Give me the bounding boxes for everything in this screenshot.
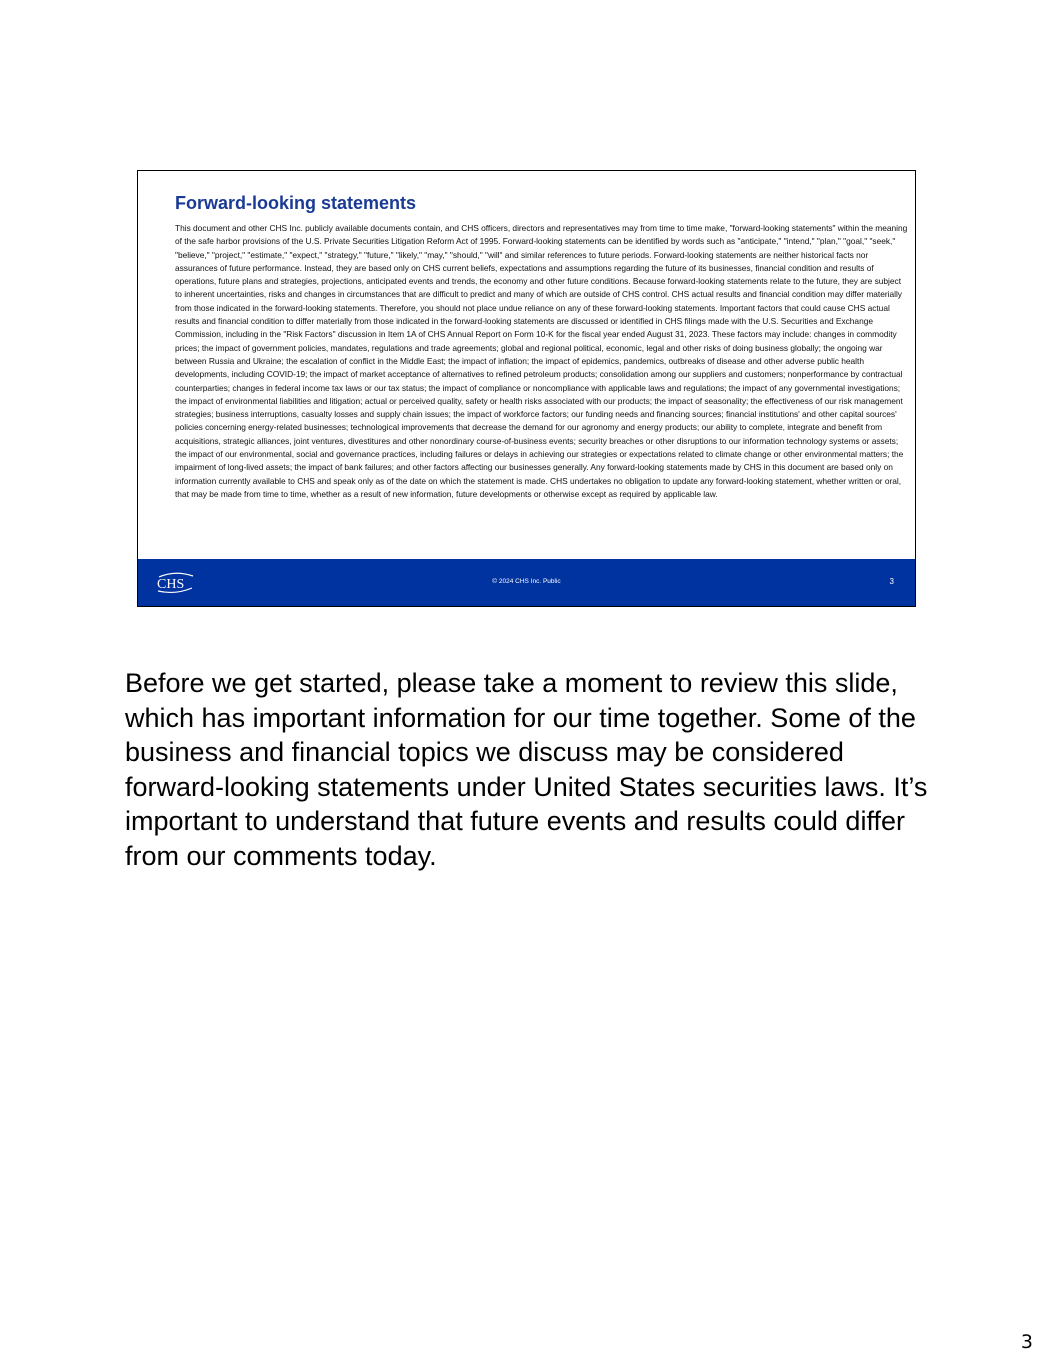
page-number: 3 — [1020, 1331, 1033, 1353]
footer-copyright: © 2024 CHS Inc. Public — [492, 578, 561, 585]
slide-body-text: This document and other CHS Inc. publicly available documents contain, and CHS officers, directors and representatives may from time to time make, "forward-looking statements" within the meaning of the safe harbor provisions of the U.S. Private Securities Litigation Reform Act of 1995. Forward-looking statements can be identified by words such as "anticipate," "intend," "plan," "goal," "seek," "believe," "project," "estimate," "expect," "strategy," "future," "likely," "may," "should," "will" and similar references to future periods. Forward-looking statements are neither historical facts nor assurances of future performance. Instead, they are based only on CHS current beliefs, expectations and assumptions regarding the future of its businesses, financial condition and results of operations, future plans and strategies, projections, anticipated events and trends, the economy and other future conditions. Because forward-looking statements relate to the future, they are subject to inherent uncertainties, risks and changes in circumstances that are difficult to predict and many of which are outside of CHS control. CHS actual results and financial condition may differ materially from those indicated in the forward-looking statements. Therefore, you should not place undue reliance on any of these forward-looking statements. Important factors that could cause CHS actual results and financial condition to differ materially from those indicated in the forward-looking statements are discussed or identified in CHS filings made with the U.S. Securities and Exchange Commission, including in the "Risk Factors" discussion in Item 1A of CHS Annual Report on Form 10-K for the fiscal year ended August 31, 2023. These factors may include: changes in commodity prices; the impact of government policies, mandates, regulations and trade agreements; global and regional political, economic, legal and other risks of doing business globally; the ongoing war between Russia and Ukraine; the escalation of conflict in the Middle East; the impact of inflation; the impact of epidemics, pandemics, outbreaks of disease and other adverse public health developments, including COVID-19; the impact of market acceptance of alternatives to refined petroleum products; consolidation among our suppliers and customers; nonperformance by contractual counterparties; changes in federal income tax laws or our tax status; the impact of compliance or noncompliance with applicable laws and regulations; the impact of any governmental investigations; the impact of environmental liabilities and litigation; actual or perceived quality, safety or health risks associated with our products; the impact of seasonality; the effectiveness of our risk management strategies; business interruptions, casualty losses and supply chain issues; the impact of workforce factors; our funding needs and financing sources; financial institutions' and other capital sources' policies concerning energy-related businesses; technological improvements that decrease the demand for our agronomy and energy products; our ability to complete, integrate and benefit from acquisitions, strategic alliances, joint ventures, divestitures and other nonordinary course-of-business events; security breaches or other disruptions to our information technology systems or assets; the impact of our environmental, social and governance practices, including failures or delays in achieving our strategies or expectations related to climate change or other environmental matters; the impairment of long-lived assets; the impact of bank failures; and other factors affecting our businesses generally. Any forward-looking statements made by CHS in this document are based only on information currently available to CHS and speak only as of the date on which the statement is made. CHS undertakes no obligation to update any forward-looking statement, whether written or oral, that may be made from time to time, whether as a result of new information, future developments or otherwise except as required by applicable law. — [175, 223, 908, 499]
slide-title: Forward-looking statements — [175, 193, 417, 213]
speaker-notes: Before we get started, please take a moment to review this slide, which has important information for our time together. Some of the business and financial topics we discuss may be considered forward-looking statements under United States securities laws. It’s important to understand that future events and results could differ from our comments today. — [125, 668, 928, 871]
slide-thumbnail — [137, 170, 916, 607]
slide-footer-bar — [138, 559, 915, 606]
slide-number: 3 — [889, 577, 894, 586]
svg-text:CHS: CHS — [157, 577, 185, 592]
